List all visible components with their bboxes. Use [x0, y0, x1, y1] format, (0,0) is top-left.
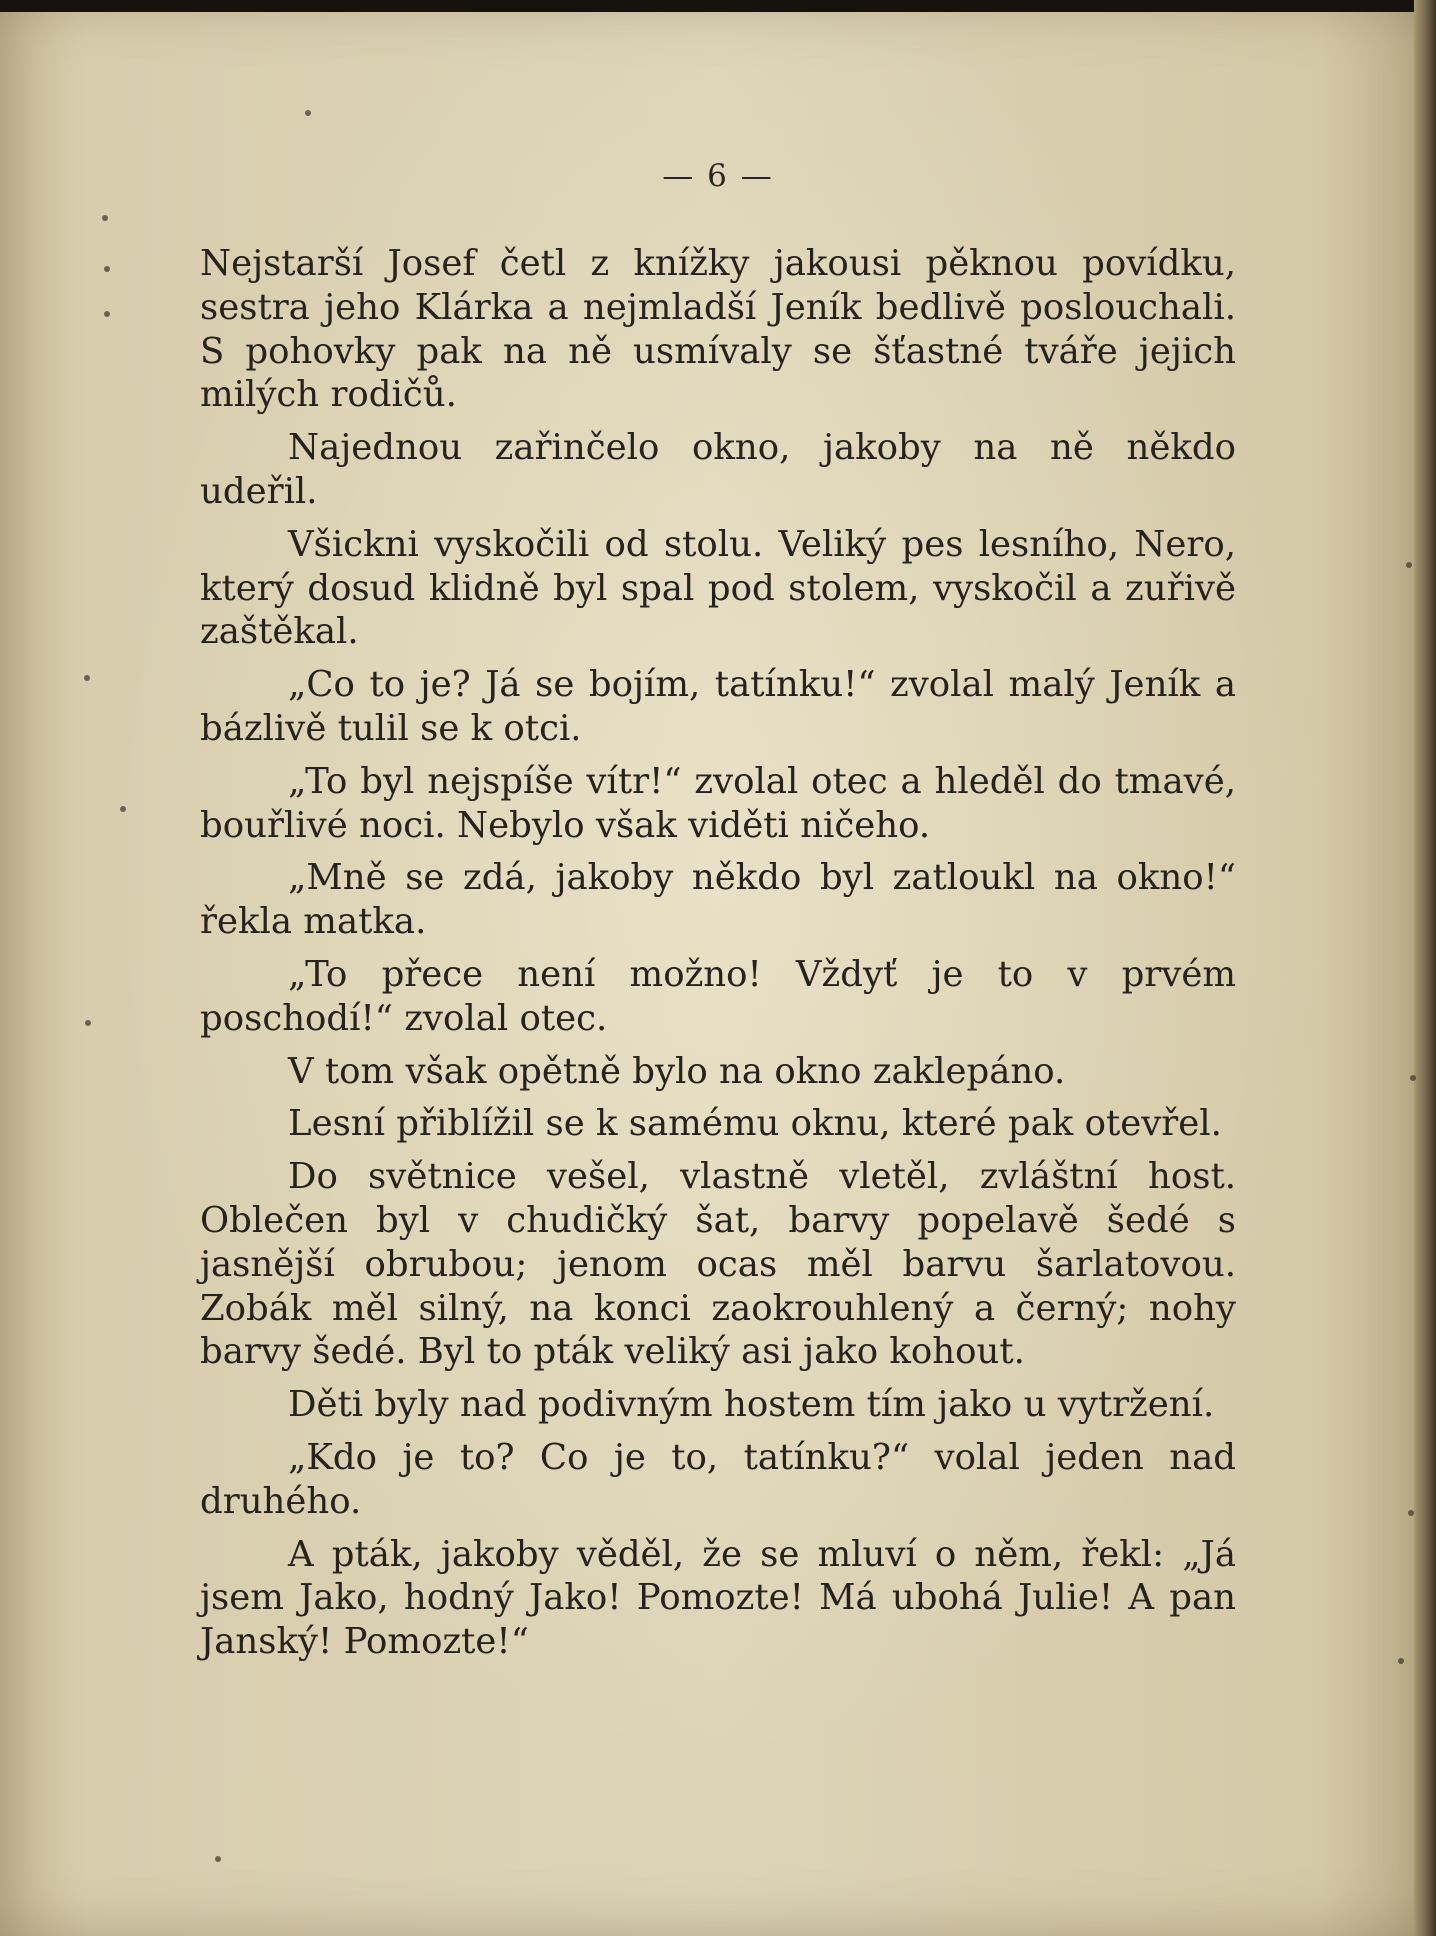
- paragraph: V tom však opětně bylo na okno zaklepáno.: [288, 1050, 1066, 1092]
- scan-speck: [102, 215, 108, 221]
- scan-border-top: [0, 0, 1436, 12]
- paragraph: Děti byly nad podivným hostem tím jako u vytržení.: [288, 1384, 1215, 1426]
- scan-speck: [215, 1856, 221, 1862]
- scan-speck: [85, 1020, 91, 1026]
- scan-speck: [104, 266, 110, 272]
- paragraph: „To přece není možno! Vždyť je to v prvém poschodí!“ zvolal otec.: [200, 953, 1236, 1039]
- scan-speck: [1408, 1510, 1414, 1516]
- scan-speck: [1398, 1658, 1404, 1664]
- paragraph: Všickni vyskočili od stolu. Veliký pes lesního, Nero, který dosud klidně byl spal pod stolem, vyskočil a zuřivě zaštěkal.: [200, 523, 1236, 653]
- paragraph: „To byl nejspíše vítr!“ zvolal otec a hleděl do tmavé, bouřlivé noci. Nebylo však viděti ničeho.: [200, 760, 1236, 846]
- scan-speck: [120, 806, 126, 812]
- scan-speck: [305, 110, 311, 116]
- body-text: [200, 242, 1236, 1673]
- scan-speck: [1406, 562, 1412, 568]
- paragraph: „Mně se zdá, jakoby někdo byl zatloukl na okno!“ řekla matka.: [200, 857, 1236, 943]
- paragraph: Najednou zařinčelo okno, jakoby na ně někdo udeřil.: [200, 427, 1236, 512]
- paragraph: Lesní přiblížil se k samému oknu, které pak otevřel.: [288, 1103, 1222, 1145]
- page-number: — 6 —: [662, 158, 774, 194]
- paragraph: „Kdo je to? Co je to, tatínku?“ volal jeden nad druhého.: [200, 1436, 1236, 1522]
- page-spine-edge: [1414, 0, 1436, 1936]
- paragraph: A pták, jakoby věděl, že se mluví o něm, řekl: „Já jsem Jako, hodný Jako! Pomozte! Má ubohá Julie! A pan Janský! Pomozte!“: [200, 1533, 1236, 1663]
- scan-speck: [104, 311, 110, 317]
- scan-speck: [1410, 1075, 1416, 1081]
- scan-speck: [84, 675, 90, 681]
- paragraph: Nejstarší Josef četl z knížky jakousi pěknou povídku, sestra jeho Klárka a nejmladší Jeník bedlivě poslouchali. S pohovky pak na ně usmívaly se šťastné tváře jejich milých rodičů.: [200, 243, 1236, 416]
- paragraph: „Co to je? Já se bojím, tatínku!“ zvolal malý Jeník a bázlivě tulil se k otci.: [200, 664, 1236, 749]
- paragraph: Do světnice vešel, vlastně vletěl, zvláštní host. Oblečen byl v chudičký šat, barvy popelavě šedé s jasnější obrubou; jenom ocas měl barvu šarlatovou. Zobák měl silný, na konci zaokrouhlený a černý; nohy barvy šedé. Byl to pták veliký asi jako kohout.: [200, 1156, 1236, 1373]
